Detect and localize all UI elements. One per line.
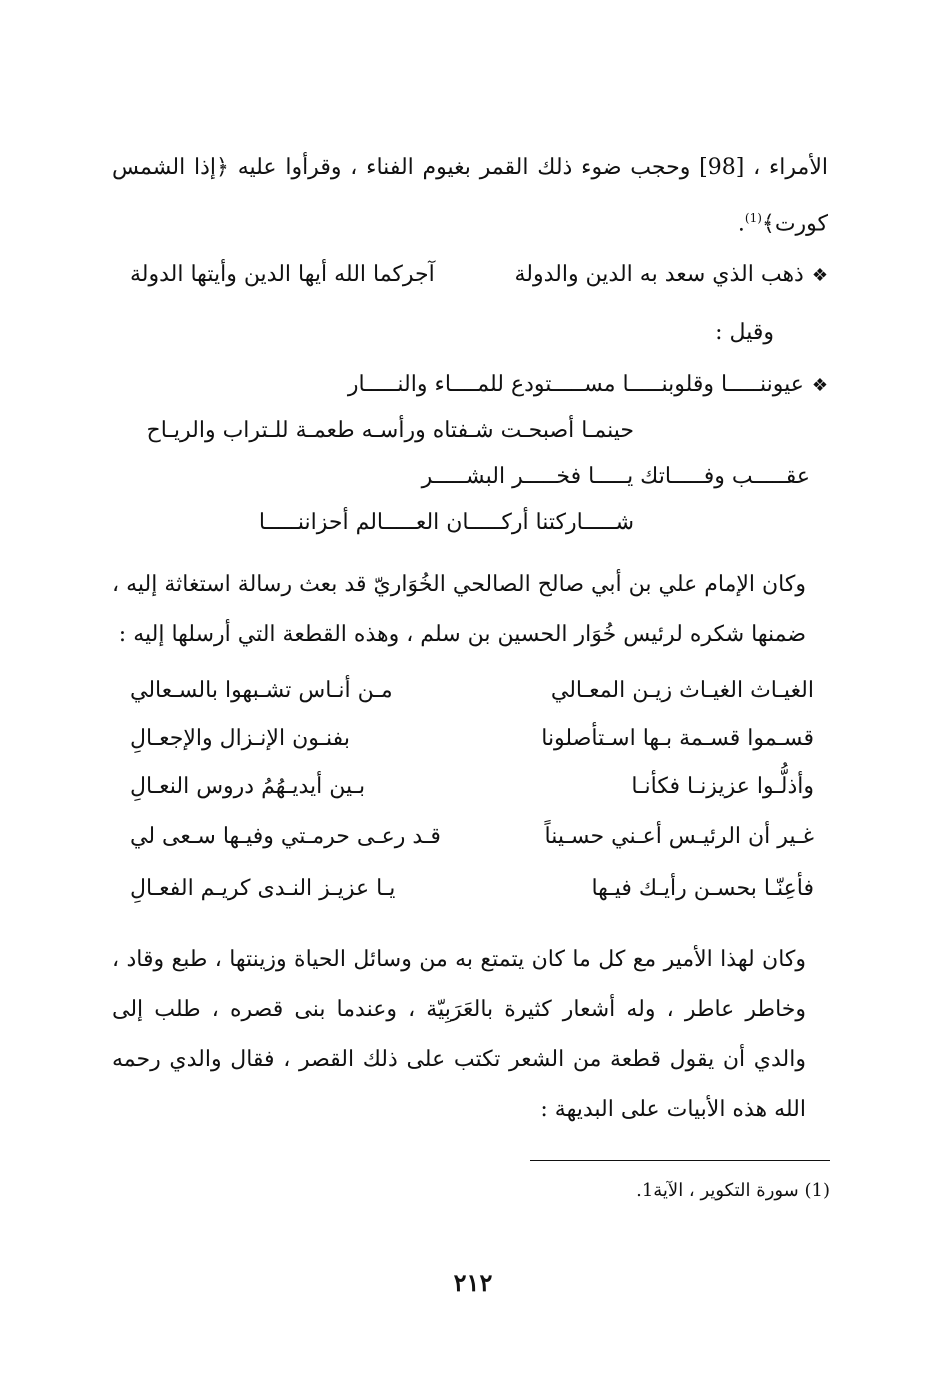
poem-three-left-3: بـين أيديـهُمُ دروس النعـالِ [130,774,366,799]
page-number: ٢١٢ [453,1268,493,1297]
paragraph-opening [112,143,828,249]
poem-two-line-2: حينمـا أصبحـت شـفتاه ورأسـه طعمـة للـتراب والريـاح [146,418,634,443]
bullet-icon: ❖ [811,265,828,286]
poem-two-line-1-text: عيوننـــــا وقلوبنـــــا مســـــتودع للمــــاء والنـــــار [347,372,804,397]
footnote-marker: (1) [744,211,762,225]
poem-three-left-1: مـن أنـاس تشـبهوا بالسـعالي [130,678,393,703]
poem-three-right-3: وأذلُّـوا عزيزنـا فكأنـا [631,774,814,799]
poem-three-left-4: قـد رعـى حرمـتي وفيـها سـعى لي [130,824,441,849]
verse-one-right [514,262,828,287]
poem-two-line-4: شـــــاركتنا أركـــــان العـــــالم أحزاننـــــا [258,510,634,535]
poem-three-right-5: فأعِنّـا بحسـن رأيـك فيـها [591,876,814,901]
paragraph-opening-text: الأمراء ، [98] وحجب ضوء ذلك القمر بغيوم الفناء ، وقرأوا عليه ﴿إذا الشمس كورت﴾ [112,155,829,237]
bullet-icon: ❖ [811,375,828,396]
paragraph-letter: وكان الإمام علي بن أبي صالح الصالحي الخُوَاريّ قد بعث رسالة استغاثة إليه ، ضمنها شكره لرئيس خُوَار الحسين بن سلم ، وهذه القطعة التي أرسلها إليه : [112,572,806,647]
footnote-text: (1) سورة التكوير ، الآية1. [636,1180,830,1201]
poem-three-left-5: يـا عزيـز النـدى كريـم الفعـالِ [130,876,396,901]
poem-three-left-2: بفنـون الإنـزال والإجعـالِ [130,726,350,751]
paragraph-opening-end: . [737,211,745,237]
verse-one-right-text: ذهب الذي سعد به الدين والدولة [514,262,804,287]
poem-three-right-4: غـير أن الرئيـس أعـني حسـيناً [544,824,814,849]
poem-three-right-2: قسـموا قسـمة بـها اسـتأصلونا [541,726,814,751]
poem-two-line-3: عقـــــب وفـــــاتك يـــــا فخـــــر البشـــــر [421,464,810,489]
footnote-divider [530,1160,830,1161]
qeel-label: وقيل : [715,320,774,345]
paragraph-prince: وكان لهذا الأمير مع كل ما كان يتمتع به من وسائل الحياة وزينتها ، طبع وقاد ، وخاطر عاطر ، وله أشعار كثيرة بالعَرَبِيّة ، وعندما بنى قصره ، طلب إلى والدي أن يقول قطعة من الشعر تكتب على ذلك القصر ، فقال والدي رحمه الله هذه الأبيات على البديهة : [112,947,806,1122]
poem-three-right-1: الغيـاث الغيـاث زيـن المعـالي [550,678,814,703]
verse-one-left: آجركما الله أيها الدين وأيتها الدولة [130,262,435,287]
poem-two-line-1 [348,372,828,397]
